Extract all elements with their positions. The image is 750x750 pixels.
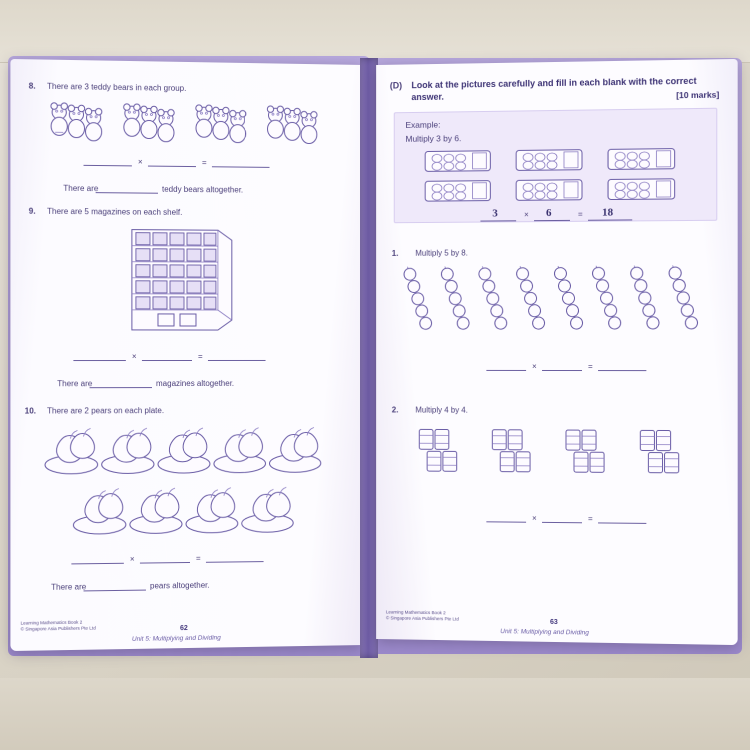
right-footer-credit-line2: © Singapore Asia Publishers Pte Ltd xyxy=(385,615,459,622)
left-footer-credit-line2: © Singapore Asia Publishers Pte Ltd xyxy=(20,625,96,632)
left-footer-credit-line1: Learning Mathematics Book 2 xyxy=(20,619,83,626)
q8-sentence-after: teddy bears altogether. xyxy=(161,184,244,195)
right-page xyxy=(376,59,738,645)
right-q2-blank-b[interactable] xyxy=(542,522,582,523)
left-footer-credit xyxy=(21,619,96,632)
q8-equals-symbol: = xyxy=(201,158,207,168)
example-egg-trays-illustration xyxy=(423,144,689,209)
cans-groups-illustration xyxy=(417,425,697,497)
q10-sentence-after: pears altogether. xyxy=(149,580,210,591)
magazine-rack-illustration xyxy=(124,224,242,337)
q10-times-symbol: × xyxy=(129,554,135,564)
q9-sentence-before: There are xyxy=(57,379,93,389)
section-letter: (D) xyxy=(389,80,403,91)
marks-label: [10 marks] xyxy=(676,89,720,101)
right-q1-blank-a[interactable] xyxy=(486,370,526,371)
question-10-prompt: There are 2 pears on each plate. xyxy=(47,406,165,416)
skewers-illustration xyxy=(404,261,714,348)
right-q1-times-symbol: × xyxy=(532,361,537,371)
left-page xyxy=(10,59,362,651)
teddy-bear-groups-illustration xyxy=(45,96,344,150)
q10-blank-a[interactable] xyxy=(71,563,123,565)
q9-equals-symbol: = xyxy=(197,352,203,361)
example-answer-result: 18 xyxy=(602,206,614,219)
question-10-number: 10. xyxy=(24,406,36,416)
question-9-number: 9. xyxy=(28,206,36,216)
example-times-symbol: × xyxy=(524,210,529,220)
question-8-prompt: There are 3 teddy bears in each group. xyxy=(47,81,187,93)
right-q1-equals-symbol: = xyxy=(588,362,593,372)
left-page-number: 62 xyxy=(180,625,188,633)
example-label: Example: xyxy=(405,119,441,130)
right-q2-times-symbol: × xyxy=(532,513,537,523)
right-q2-blank-result[interactable] xyxy=(598,522,646,523)
q10-blank-b[interactable] xyxy=(140,562,190,564)
right-question-1-prompt: Multiply 5 by 8. xyxy=(415,248,468,258)
q8-blank-b[interactable] xyxy=(148,166,196,168)
q9-times-symbol: × xyxy=(131,351,137,362)
right-q1-blank-b[interactable] xyxy=(542,370,582,371)
q8-sentence-before: There are xyxy=(63,183,99,194)
right-footer-unit: Unit 5: Multiplying and Dividing xyxy=(500,628,589,637)
right-q2-equals-symbol: = xyxy=(588,514,593,524)
q9-sentence-after: magazines altogether. xyxy=(155,378,235,389)
open-book xyxy=(8,62,742,672)
q9-sentence-blank[interactable] xyxy=(90,387,152,388)
q9-blank-result[interactable] xyxy=(208,360,266,361)
example-equals-symbol: = xyxy=(577,209,583,219)
q8-blank-a[interactable] xyxy=(84,165,132,167)
q10-blank-result[interactable] xyxy=(206,561,264,563)
right-question-2-prompt: Multiply 4 by 4. xyxy=(415,405,468,415)
right-footer-credit-line1: Learning Mathematics Book 2 xyxy=(385,609,446,616)
example-prompt: Multiply 3 by 6. xyxy=(405,133,462,144)
example-answer-b: 6 xyxy=(546,207,552,220)
question-8-number: 8. xyxy=(28,81,36,91)
right-footer-credit xyxy=(386,609,459,622)
q9-blank-a[interactable] xyxy=(73,360,125,361)
q8-sentence-blank[interactable] xyxy=(96,192,158,194)
q9-blank-b[interactable] xyxy=(142,360,192,361)
q8-times-symbol: × xyxy=(137,157,143,167)
q10-equals-symbol: = xyxy=(195,553,201,563)
right-question-1-number: 1. xyxy=(391,248,399,258)
left-footer-unit: Unit 5: Multiplying and Dividing xyxy=(131,634,221,643)
right-q1-blank-result[interactable] xyxy=(598,370,646,371)
right-q2-blank-a[interactable] xyxy=(486,521,526,522)
example-answer-a: 3 xyxy=(492,207,498,220)
question-9-prompt: There are 5 magazines on each shelf. xyxy=(47,206,183,217)
q8-blank-result[interactable] xyxy=(212,166,270,168)
q10-sentence-blank[interactable] xyxy=(84,590,146,592)
q10-sentence-before: There are xyxy=(51,582,87,592)
right-question-2-number: 2. xyxy=(391,405,399,415)
right-page-number: 63 xyxy=(550,618,558,627)
pears-on-plates-illustration xyxy=(41,421,331,553)
section-instruction: Look at the pictures carefully and fill in each blank with the correct answer. xyxy=(411,75,697,103)
